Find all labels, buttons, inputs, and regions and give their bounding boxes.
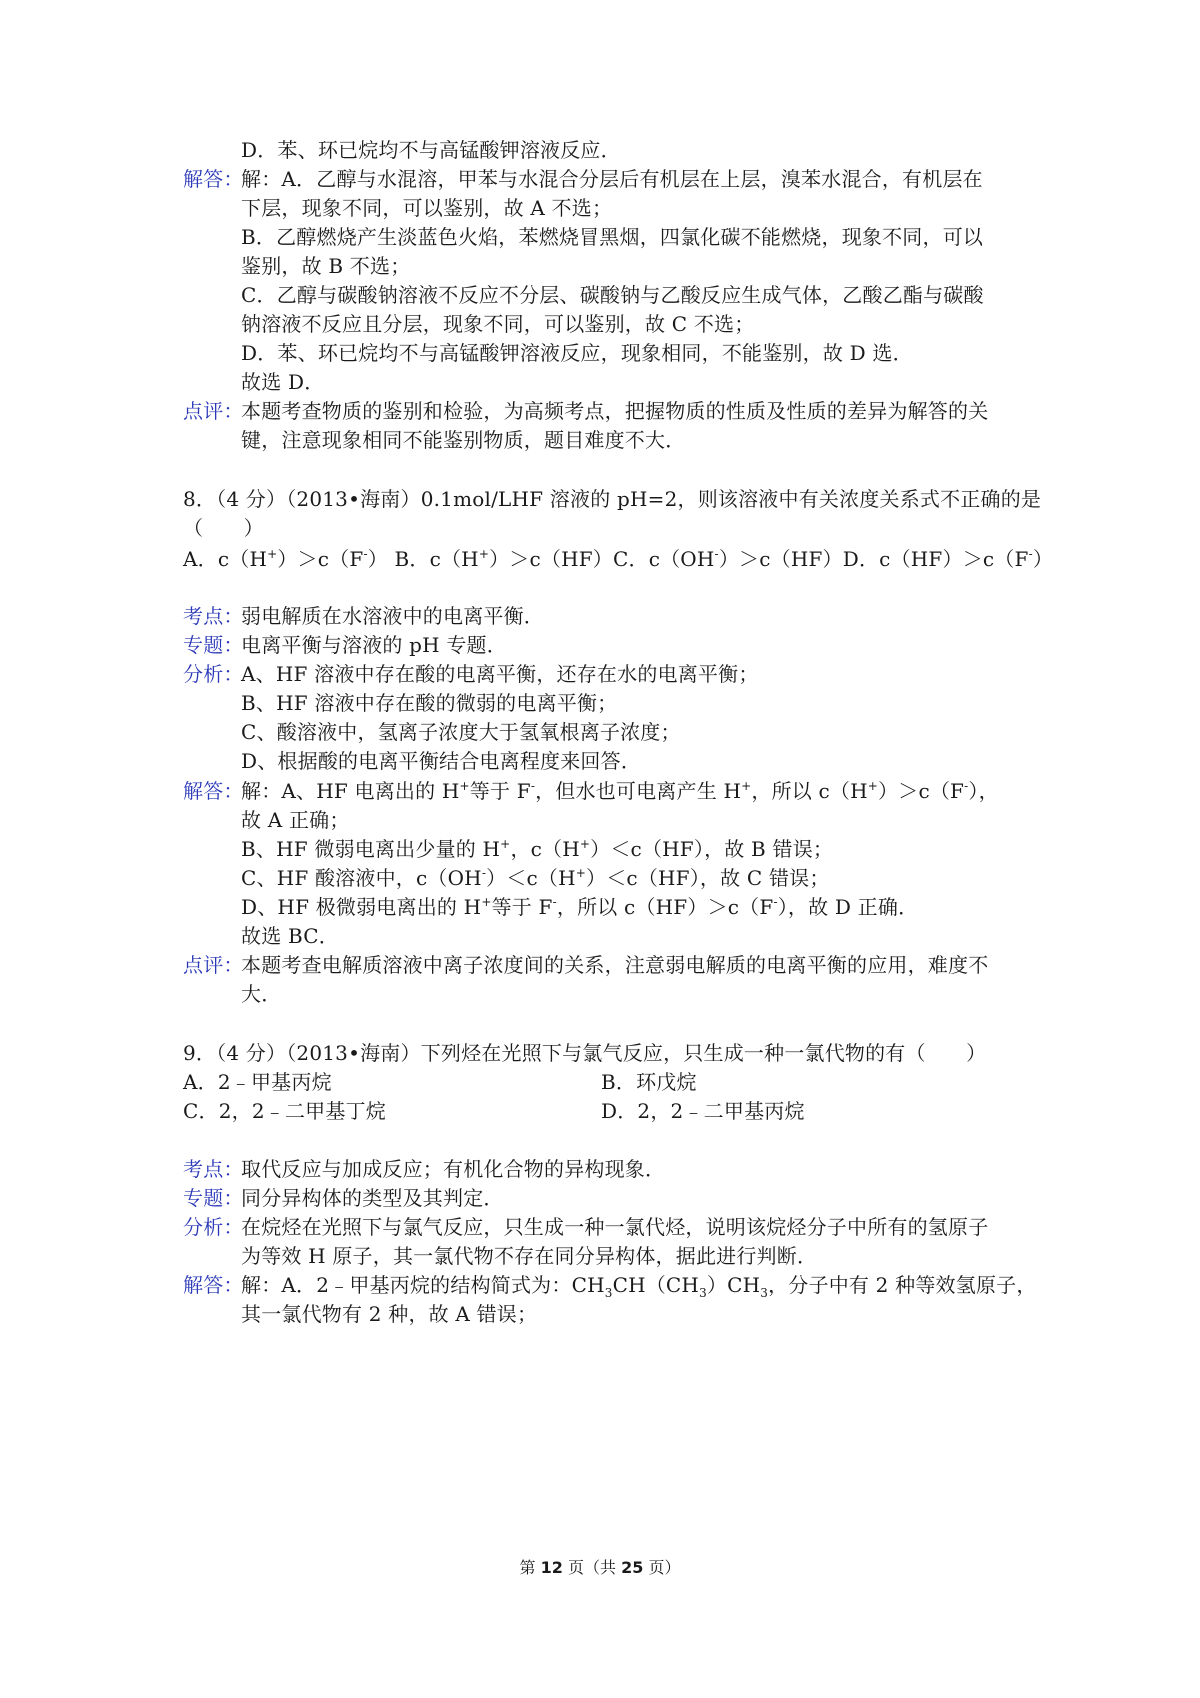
current-page-number: 12 (540, 1558, 563, 1577)
q8-answer-line: B、HF 微弱电离出少量的 H+，c（H+）＜c（HF），故 B 错误； (241, 837, 834, 861)
q9-answer-line: 解：A．2﹣甲基丙烷的结构简式为：$CH_3CH(CH_3)CH_3$，分子中有 2 种等效氢原子， (241, 1273, 1037, 1300)
prev-answer-line: 下层，现象不同，可以鉴别，故 A 不选； (241, 196, 613, 220)
q9-option-d: D．2，2﹣二甲基丙烷 (601, 1099, 805, 1123)
prev-answer-line: 鉴别，故 B 不选； (241, 254, 411, 278)
prev-review-label: 点评： (183, 399, 244, 423)
q9-answer-label: 解答： (183, 1273, 244, 1297)
q9-point: 取代反应与加成反应；有机化合物的异构现象． (241, 1157, 666, 1181)
q8-answer-line: C、HF 酸溶液中，c（OH-）＜c（H+）＜c（HF），故 C 错误； (241, 866, 830, 890)
q9-option-b: B．环戊烷 (601, 1070, 697, 1094)
prev-answer-line: D．苯、环已烷均不与高锰酸钾溶液反应，现象相同，不能鉴别，故 D 选． (241, 341, 913, 365)
q8-options: A．c（H+）＞c（F-） B．c（H+）＞c（HF）C．c（OH-）＞c（HF）D．c（HF）＞c（F-） (183, 547, 1054, 571)
q9-point-label: 考点： (183, 1157, 244, 1181)
q8-analysis-line: B、HF 溶液中存在酸的微弱的电离平衡； (241, 691, 618, 715)
prev-answer-line: C．乙醇与碳酸钠溶液不反应不分层、碳酸钠与乙酸反应生成气体，乙酸乙酯与碳酸 (241, 283, 984, 307)
prev-answer-label: 解答： (183, 167, 244, 191)
prev-review-line: 本题考查物质的鉴别和检验，为高频考点，把握物质的性质及性质的差异为解答的关 (241, 399, 989, 423)
q8-answer-line: D、HF 极微弱电离出的 H+等于 F-，所以 c（HF）＞c（F-），故 D 正确． (241, 895, 919, 919)
q9-stem: 9．（4 分）（2013•海南）下列烃在光照下与氯气反应，只生成一种一氯代物的有（ ） (183, 1041, 987, 1065)
page-footer: 第 12 页（共 25 页） (519, 1558, 681, 1577)
q9-topic-label: 专题： (183, 1186, 244, 1210)
q9-answer-line: 其一氯代物有 2 种，故 A 错误； (241, 1302, 538, 1326)
prev-review-line: 键，注意现象相同不能鉴别物质，题目难度不大． (241, 428, 686, 452)
q8-topic: 电离平衡与溶液的 pH 专题． (241, 633, 507, 657)
q8-review-line: 本题考查电解质溶液中离子浓度间的关系，注意弱电解质的电离平衡的应用，难度不 (241, 953, 989, 977)
q8-review-line: 大． (241, 982, 282, 1006)
total-page-number: 25 (621, 1558, 644, 1577)
prev-option-d: D．苯、环已烷均不与高锰酸钾溶液反应． (241, 138, 621, 162)
prev-answer-line: 钠溶液不反应且分层，现象不同，可以鉴别，故 C 不选； (241, 312, 755, 336)
q9-analysis-label: 分析： (183, 1215, 244, 1239)
q8-point-label: 考点： (183, 604, 244, 628)
q8-analysis-line: D、根据酸的电离平衡结合电离程度来回答． (241, 749, 642, 773)
q8-point: 弱电解质在水溶液中的电离平衡． (241, 604, 544, 628)
q8-answer-line: 故选 BC． (241, 924, 339, 948)
q8-topic-label: 专题： (183, 633, 244, 657)
q8-stem-blank: （ ） (183, 516, 264, 540)
prev-answer-line: 故选 D． (241, 370, 325, 394)
q8-answer-label: 解答： (183, 779, 244, 803)
prev-answer-line: B．乙醇燃烧产生淡蓝色火焰，苯燃烧冒黑烟，四氯化碳不能燃烧，现象不同，可以 (241, 225, 984, 249)
q8-stem: 8．（4 分）（2013•海南）0.1mol/LHF 溶液的 pH=2，则该溶液中有关浓度关系式不正确的是 (183, 487, 1042, 511)
q8-answer-line: 解：A、HF 电离出的 H+等于 F-，但水也可电离产生 H+，所以 c（H+）＞c（F-）， (241, 779, 999, 803)
q8-answer-line: 故 A 正确； (241, 808, 350, 832)
q8-review-label: 点评： (183, 953, 244, 977)
q9-option-a: A．2﹣甲基丙烷 (183, 1070, 332, 1094)
q8-analysis-line: C、酸溶液中，氢离子浓度大于氢氧根离子浓度； (241, 720, 681, 744)
q8-analysis-label: 分析： (183, 662, 244, 686)
q9-analysis-line: 在烷烃在光照下与氯气反应，只生成一种一氯代烃，说明该烷烃分子中所有的氢原子 (241, 1215, 989, 1239)
prev-answer-line: 解：A．乙醇与水混溶，甲苯与水混合分层后有机层在上层，溴苯水混合，有机层在 (241, 167, 983, 191)
q9-option-c: C．2，2﹣二甲基丁烷 (183, 1099, 386, 1123)
q9-topic: 同分异构体的类型及其判定． (241, 1186, 504, 1210)
q9-analysis-line: 为等效 H 原子，其一氯代物不存在同分异构体，据此进行判断． (241, 1244, 818, 1268)
q8-analysis-line: A、HF 溶液中存在酸的电离平衡，还存在水的电离平衡； (241, 662, 759, 686)
